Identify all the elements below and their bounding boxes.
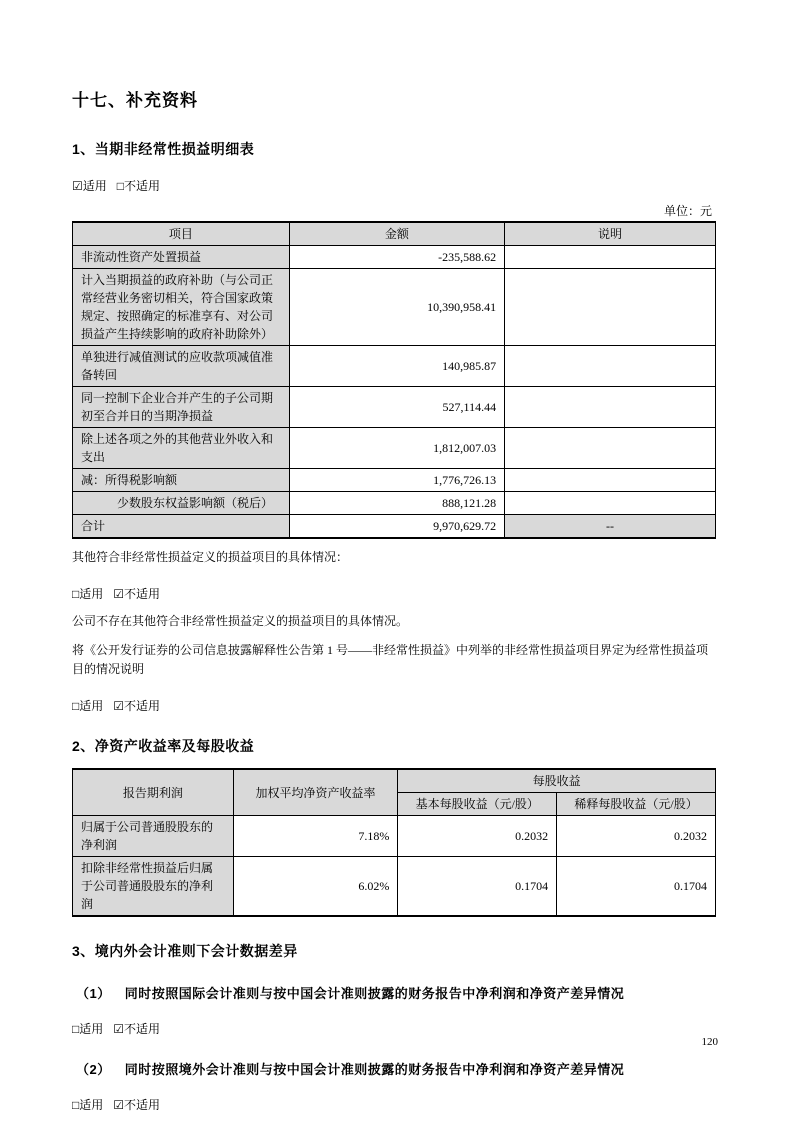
table-cell-item: 扣除非经常性损益后归属于公司普通股股东的净利润: [73, 857, 234, 917]
checkbox-applicable: □适用: [72, 1022, 104, 1036]
table-row: [73, 857, 716, 917]
table-row: [73, 387, 716, 428]
column-header-eps-group: 每股收益: [398, 769, 716, 793]
checkbox-not-applicable: □不适用: [116, 179, 161, 193]
table-cell-basic-eps: 0.1704: [398, 857, 557, 917]
table-row: [73, 428, 716, 469]
subsection-2-heading: [76, 1059, 716, 1078]
table-cell-item: 合计: [73, 515, 290, 539]
non-recurring-items-table: [72, 221, 716, 539]
table-cell-amount: 888,121.28: [289, 492, 504, 515]
section1-heading: 1、当期非经常性损益明细表: [72, 141, 255, 157]
table-row: [73, 469, 716, 492]
checkbox-not-applicable: ☑不适用: [113, 587, 161, 601]
subsection-1-heading: [76, 983, 716, 1002]
column-header-item: 项目: [73, 222, 290, 246]
column-header-amount: 金额: [289, 222, 504, 246]
table-header-row: [73, 222, 716, 246]
checkbox-applicable: □适用: [72, 1098, 104, 1112]
column-header-note: 说明: [505, 222, 716, 246]
table-cell-note: [505, 269, 716, 346]
doc-title: 十七、补充资料: [72, 91, 198, 110]
table-cell-note: [505, 428, 716, 469]
page-content: [72, 0, 716, 1113]
table-cell-amount: 10,390,958.41: [289, 269, 504, 346]
table-cell-item: 减：所得税影响额: [73, 469, 290, 492]
checkbox-not-applicable: ☑不适用: [113, 1022, 161, 1036]
table-cell-amount: 527,114.44: [289, 387, 504, 428]
section3-heading: 3、境内外会计准则下会计数据差异: [72, 943, 298, 959]
subsection-title: 同时按照国际会计准则与按中国会计准则披露的财务报告中净利润和净资产差异情况: [124, 986, 625, 1001]
column-header-basic-eps: 基本每股收益（元/股）: [398, 793, 557, 816]
table-row: [73, 346, 716, 387]
table-cell-amount: -235,588.62: [289, 246, 504, 269]
table-cell-note: [505, 492, 716, 515]
table-cell-item: 计入当期损益的政府补助（与公司正常经营业务密切相关，符合国家政策规定、按照确定的标准享有、对公司损益产生持续影响的政府补助除外）: [73, 269, 290, 346]
table-cell-note: [505, 346, 716, 387]
column-header-report-profit: 报告期利润: [73, 769, 234, 816]
roe-eps-table: [72, 768, 716, 917]
table-cell-item: 同一控制下企业合并产生的子公司期初至合并日的当期净损益: [73, 387, 290, 428]
table-cell-note: [505, 469, 716, 492]
table-cell-diluted-eps: 0.2032: [557, 816, 716, 857]
checkbox-applicable: □适用: [72, 699, 104, 713]
table-cell-roe: 6.02%: [233, 857, 398, 917]
table-row-total: [73, 515, 716, 539]
table-row: [73, 269, 716, 346]
table-row: [73, 246, 716, 269]
applicability-row: [72, 697, 716, 714]
applicability-row: [72, 1020, 716, 1037]
column-header-weighted-roe: 加权平均净资产收益率: [233, 769, 398, 816]
paragraph-definition-note: 将《公开发行证券的公司信息披露解释性公告第 1 号——非经常性损益》中列举的非经常性损益项目界定为经常性损益项目的情况说明: [72, 643, 709, 676]
table-cell-diluted-eps: 0.1704: [557, 857, 716, 917]
table-cell-basic-eps: 0.2032: [398, 816, 557, 857]
table-cell-item: 归属于公司普通股股东的净利润: [73, 816, 234, 857]
column-header-diluted-eps: 稀释每股收益（元/股）: [557, 793, 716, 816]
table-cell-item: 少数股东权益影响额（税后）: [73, 492, 290, 515]
table-cell-amount: 9,970,629.72: [289, 515, 504, 539]
page-number: 120: [701, 1036, 718, 1048]
table-cell-amount: 1,812,007.03: [289, 428, 504, 469]
checkbox-not-applicable: ☑不适用: [113, 1098, 161, 1112]
table-cell-amount: 1,776,726.13: [289, 469, 504, 492]
table-cell-item: 除上述各项之外的其他营业外收入和支出: [73, 428, 290, 469]
section2-heading: 2、净资产收益率及每股收益: [72, 738, 255, 754]
checkbox-applicable: ☑适用: [72, 179, 107, 193]
table-cell-amount: 140,985.87: [289, 346, 504, 387]
checkbox-applicable: □适用: [72, 587, 104, 601]
applicability-row: [72, 177, 716, 194]
subsection-number: （2）: [76, 1062, 111, 1077]
table-row: [73, 816, 716, 857]
table-cell-item: 非流动性资产处置损益: [73, 246, 290, 269]
applicability-row: [72, 585, 716, 602]
paragraph-no-other-items: 公司不存在其他符合非经常性损益定义的损益项目的具体情况。: [72, 614, 409, 628]
unit-label: 单位：元: [663, 204, 712, 218]
subsection-title: 同时按照境外会计准则与按中国会计准则披露的财务报告中净利润和净资产差异情况: [124, 1062, 625, 1077]
checkbox-not-applicable: ☑不适用: [113, 699, 161, 713]
subsection-number: （1）: [76, 986, 111, 1001]
table-cell-note: [505, 387, 716, 428]
table-cell-item: 单独进行减值测试的应收款项减值准备转回: [73, 346, 290, 387]
paragraph-other-items: 其他符合非经常性损益定义的损益项目的具体情况：: [72, 550, 349, 564]
table-cell-note: [505, 246, 716, 269]
applicability-row: [72, 1096, 716, 1113]
table-cell-roe: 7.18%: [233, 816, 398, 857]
table-header-row: [73, 769, 716, 793]
table-row: [73, 492, 716, 515]
table-cell-note: --: [505, 515, 716, 539]
